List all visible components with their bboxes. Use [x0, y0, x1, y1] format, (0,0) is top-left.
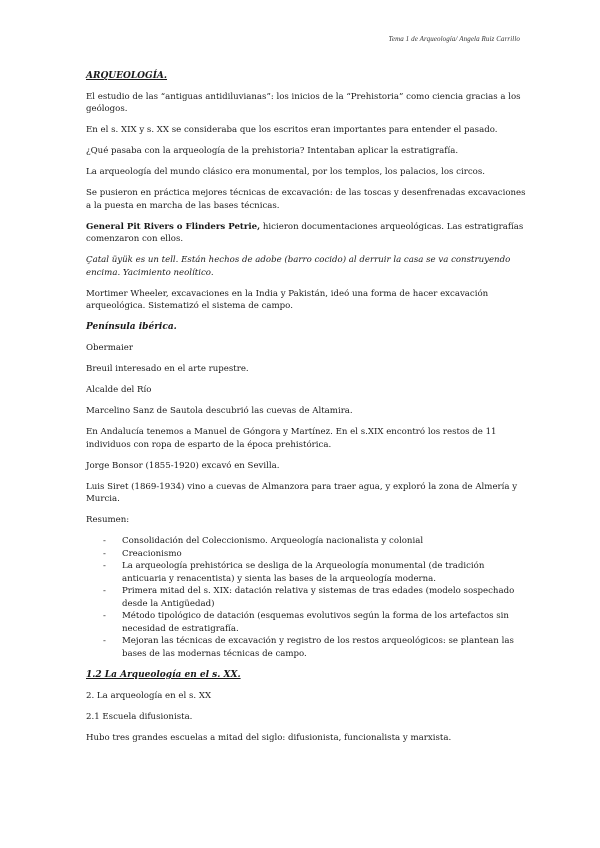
bold-names: General Pit Rivers o Flinders Petrie, [86, 221, 261, 232]
paragraph: La arqueología del mundo clásico era monumental, por los templos, los palacios, los circos. [86, 167, 485, 177]
paragraph: En el s. XIX y s. XX se consideraba que los escritos eran importantes para entender el pasado. [86, 125, 498, 135]
document-title: ARQUEOLOGÍA. [86, 71, 168, 81]
paragraph: Luis Siret (1869-1934) vino a cuevas de Almanzora para traer agua, y exploró la zona de Almería y Murcia. [86, 481, 518, 504]
list-item-text: Método tipológico de datación (esquemas evolutivos según la forma de los artefactos sin necesidad de estratigrafía. [122, 611, 509, 634]
list-item [86, 610, 526, 635]
list-item [86, 548, 526, 561]
page-header: Tema 1 de Arqueología/ Angela Ruiz Carrillo [388, 35, 520, 43]
paragraph [86, 221, 526, 246]
paragraph: 2.1 Escuela difusionista. [86, 712, 193, 722]
section-heading: Península ibérica. [86, 322, 177, 332]
paragraph: Jorge Bonsor (1855-1920) excavó en Sevilla. [86, 460, 280, 471]
list-item-text: Mejoran las técnicas de excavación y registro de los restos arqueológicos: se plantean las bases de las modernas técnicas de campo. [122, 636, 514, 659]
paragraph: En Andalucía tenemos a Manuel de Góngora y Martínez. En el s.XIX encontró los restos de 11 individuos con ropa de esparto de la época prehistórica. [86, 427, 497, 450]
list-dash: - [103, 561, 106, 571]
list-dash: - [103, 611, 106, 621]
paragraph: ¿Qué pasaba con la arqueología de la prehistoria? Intentaban aplicar la estratigrafía. [86, 146, 459, 156]
summary-label: Resumen: [86, 515, 130, 525]
paragraph: Mortimer Wheeler, excavaciones en la India y Pakistán, ideó una forma de hacer excavación arqueológica. Sistematizó el sistema de campo. [86, 288, 489, 311]
summary-list [86, 535, 526, 660]
list-item [86, 585, 526, 610]
paragraph: Hubo tres grandes escuelas a mitad del siglo: difusionista, funcionalista y marxista. [86, 733, 452, 743]
paragraph: Breuil interesado en el arte rupestre. [86, 364, 249, 374]
paragraph: Se pusieron en práctica mejores técnicas de excavación: de las toscas y desenfrenadas excavaciones a la puesta en marcha de las bases técnicas. [86, 188, 526, 211]
paragraph-text: hicieron documentaciones arqueológicas. Las estratigrafías comenzaron con ellos. [86, 221, 524, 244]
list-item [86, 560, 526, 585]
list-item-text: La arqueología prehistórica se desliga de la Arqueología monumental (de tradición anticuaria y renacentista) y sienta las bases de la arqueología moderna. [122, 561, 485, 584]
list-item [86, 635, 526, 660]
paragraph: 2. La arqueología en el s. XX [86, 691, 212, 701]
list-dash: - [103, 536, 106, 546]
paragraph: El estudio de las “antiguas antidiluvianas”: los inicios de la “Prehistoria” como ciencia gracias a los geólogos. [86, 91, 521, 114]
list-dash: - [103, 636, 106, 646]
section-heading: 1.2 La Arqueología en el s. XX. [86, 670, 241, 680]
list-item-text: Creacionismo [122, 548, 182, 559]
list-dash: - [103, 586, 106, 596]
paragraph: Marcelino Sanz de Sautola descubrió las cuevas de Altamira. [86, 406, 353, 416]
list-item-text: Primera mitad del s. XIX: datación relativa y sistemas de tras edades (modelo sospechado desde la Antigüedad) [122, 586, 515, 609]
paragraph: Obermaier [86, 343, 133, 353]
paragraph: Alcalde del Río [86, 385, 152, 395]
list-dash: - [103, 548, 106, 559]
italic-paragraph: Çatal üyük es un tell. Están hechos de adobe (barro cocido) al derruir la casa se va construyendo encima. Yacimiento neolítico. [86, 255, 511, 278]
list-item-text: Consolidación del Coleccionismo. Arqueología nacionalista y colonial [122, 536, 424, 546]
list-item [86, 535, 526, 548]
document-body [86, 70, 526, 753]
